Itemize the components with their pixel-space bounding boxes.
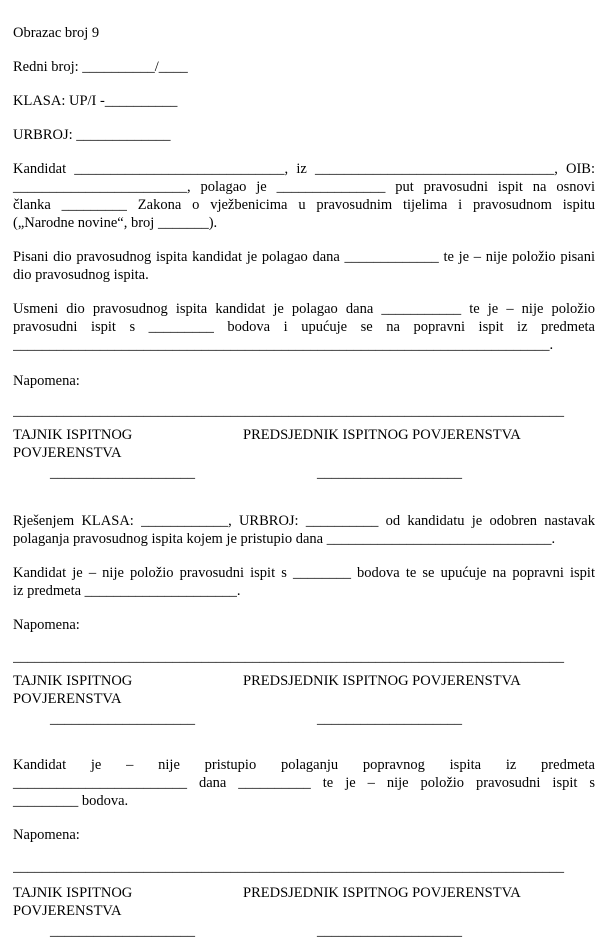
paragraph-line: pravosudni ispit s _________ bodova i upućuje se na popravni ispit iz predmeta <box>13 319 595 335</box>
paragraph-usmeni-dio <box>13 300 595 354</box>
paragraph-line: polaganja pravosudnog ispita kojem je pristupio dana _______________________________. <box>13 531 556 547</box>
tajnik-signature-line: ____________________ <box>50 465 195 481</box>
signature-block-3 <box>13 884 595 920</box>
napomena-rule-3: ____________________________________________________________________________ <box>13 859 564 875</box>
paragraph-pisani-dio <box>13 248 595 284</box>
redni-broj-field-line: Redni broj: __________/____ <box>13 59 188 75</box>
paragraph-line: Usmeni dio pravosudnog ispita kandidat je polagao dana ___________ te je – nije položio <box>13 301 595 317</box>
napomena-label-2: Napomena: <box>13 617 80 633</box>
signature-lines-3 <box>13 922 595 940</box>
napomena-rule-1: ____________________________________________________________________________ <box>13 403 564 419</box>
signature-lines-2 <box>13 710 595 728</box>
paragraph-line: _________ bodova. <box>13 793 129 809</box>
paragraph-line: Rješenjem KLASA: ____________, URBROJ: __________ od kandidatu je odobren nastavak <box>13 513 595 529</box>
urbroj-field-line: URBROJ: _____________ <box>13 127 171 143</box>
paragraph-line: Pisani dio pravosudnog ispita kandidat je polagao dana _____________ te je – nije položio pisani <box>13 249 595 265</box>
predsjednik-heading: PREDSJEDNIK ISPITNOG POVJERENSTVA <box>243 673 521 689</box>
predsjednik-heading: PREDSJEDNIK ISPITNOG POVJERENSTVA <box>243 885 521 901</box>
paragraph-rjesenje <box>13 512 595 548</box>
tajnik-signature-line: ____________________ <box>50 923 195 939</box>
napomena-rule-2: ____________________________________________________________________________ <box>13 649 564 665</box>
paragraph-line: članka _________ Zakona o vježbenicima u pravosudnim tijelima i pravosudnom ispitu <box>13 197 595 213</box>
paragraph-line: Kandidat je – nije položio pravosudni ispit s ________ bodova te se upućuje na popravni ispit <box>13 565 595 581</box>
fill-in-blank-line: __________________________________________________________________________. <box>13 337 554 353</box>
signature-lines-1 <box>13 464 595 482</box>
paragraph-line: Kandidat je – nije pristupio polaganju popravnog ispita iz predmeta <box>13 757 595 773</box>
tajnik-signature-line: ____________________ <box>50 711 195 727</box>
paragraph-line: ________________________, polagao je _______________ put pravosudni ispit na osnovi <box>13 179 595 195</box>
klasa-field-line: KLASA: UP/I -__________ <box>13 93 178 109</box>
paragraph-line: („Narodne novine“, broj _______). <box>13 215 218 231</box>
predsjednik-signature-line: ____________________ <box>317 711 462 727</box>
napomena-label-3: Napomena: <box>13 827 80 843</box>
paragraph-kandidat <box>13 160 595 232</box>
paragraph-kandidat-pristupio <box>13 756 595 810</box>
paragraph-line: dio pravosudnog ispita. <box>13 267 149 283</box>
signature-block-1 <box>13 426 595 462</box>
paragraph-kandidat-popravni <box>13 564 595 600</box>
paragraph-line: iz predmeta _____________________. <box>13 583 241 599</box>
predsjednik-signature-line: ____________________ <box>317 923 462 939</box>
tajnik-heading: TAJNIK ISPITNOG POVJERENSTVA <box>13 885 133 919</box>
tajnik-heading: TAJNIK ISPITNOG POVJERENSTVA <box>13 427 133 461</box>
paragraph-line: Kandidat _____________________________, iz _________________________________, OIB: <box>13 161 595 177</box>
napomena-label-1: Napomena: <box>13 373 80 389</box>
paragraph-line: ________________________ dana __________ te je – nije položio pravosudni ispit s <box>13 775 595 791</box>
predsjednik-signature-line: ____________________ <box>317 465 462 481</box>
predsjednik-heading: PREDSJEDNIK ISPITNOG POVJERENSTVA <box>243 427 521 443</box>
signature-block-2 <box>13 672 595 708</box>
tajnik-heading: TAJNIK ISPITNOG POVJERENSTVA <box>13 673 133 707</box>
form-number-label: Obrazac broj 9 <box>13 25 100 41</box>
